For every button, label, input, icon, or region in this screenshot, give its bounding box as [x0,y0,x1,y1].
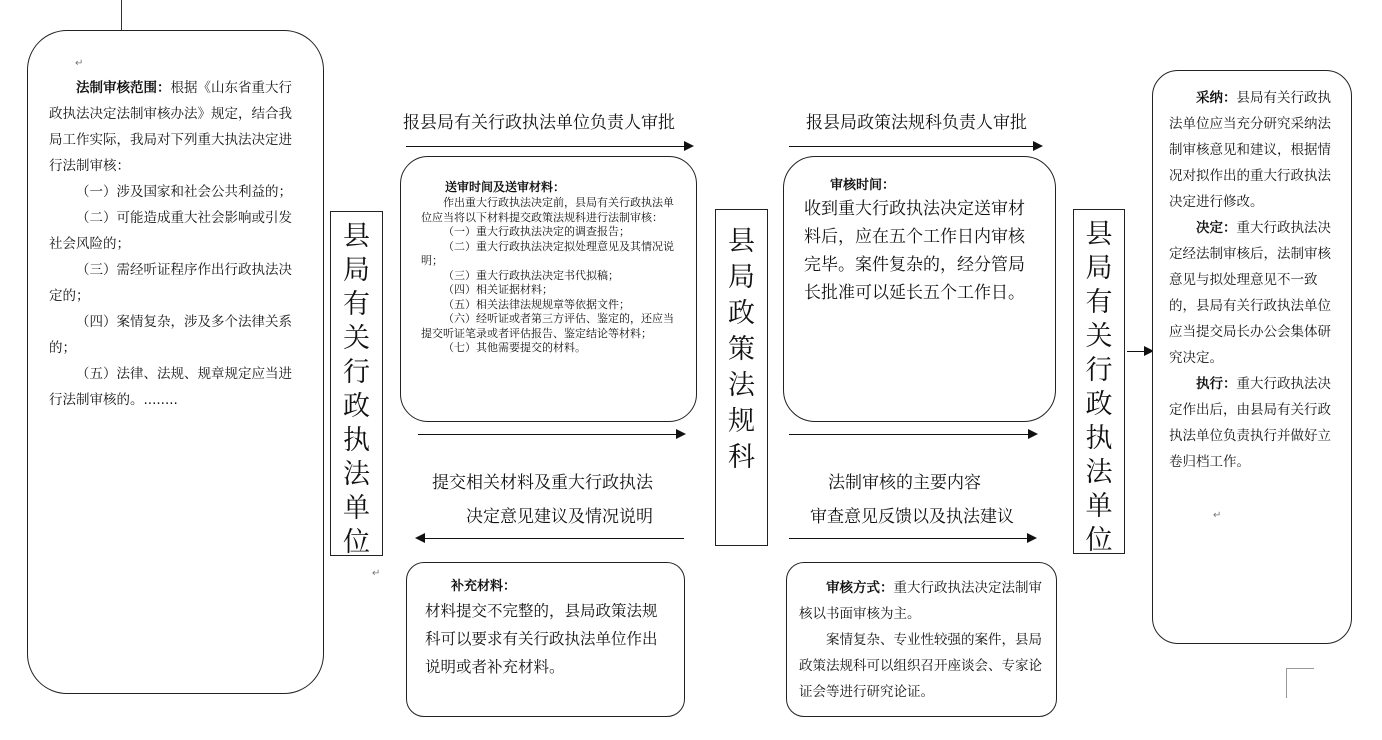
unit-right-box [1073,209,1125,554]
unit-left-char: 局 [343,255,370,286]
arrow-top-left [406,146,692,147]
review-time-title: 审核时间： [830,178,896,193]
arrow-low-right [789,538,1035,539]
unit-center-char: 法 [728,370,755,401]
outcome-adopt-title: 采纳： [1196,90,1237,106]
unit-left-char: 关 [343,323,370,354]
unit-left-char: 单 [343,493,370,524]
return-mark-left-unit: ↵ [372,568,381,579]
submit-intro: 作出重大行政执法决定前，县局有关行政执法单位应当将以下材料提交政策法规科进行法制审核： [421,196,674,224]
unit-left-char: 法 [343,459,370,490]
unit-center-box [715,209,768,546]
label-top-left: 报县局有关行政执法单位负责人审批 [403,113,675,133]
review-method-para-1 [799,575,1046,627]
submit-item-7: （七）其他需要提交的材料。 [443,341,586,354]
arrow-top-right [789,146,1041,147]
label-top-right: 报县局政策法规科负责人审批 [806,113,1027,133]
review-method-box [786,562,1057,717]
scope-intro-para [49,75,305,179]
submit-item-6: （六）经听证或者第三方评估、鉴定的，还应当提交听证笔录或者评估报告、鉴定结论等材料； [421,312,674,340]
unit-right-char: 单 [1085,491,1113,522]
submit-item-2: （二）重大行政执法决定拟处理意见及其情况说明； [421,239,674,267]
submit-content [421,179,682,356]
unit-right-char: 法 [1085,457,1113,488]
scope-box [27,30,324,694]
unit-right-char: 位 [1085,525,1113,556]
scope-item-3: （三）需经听证程序作出行政执法决定的； [49,262,292,304]
scope-content [49,75,305,413]
unit-center-char: 科 [728,442,755,473]
outcome-box [1152,70,1352,644]
unit-right-char: 行 [1085,355,1113,386]
outcome-decide [1169,215,1341,371]
label-bottom-left-1: 提交相关材料及重大行政执法 [432,473,653,493]
unit-right-char: 局 [1085,253,1113,284]
label-bottom-right-1: 法制审核的主要内容 [828,473,981,493]
submit-item-3: （三）重大行政执法决定书代拟稿； [443,268,619,282]
review-time-body: 收到重大行政执法决定送审材料后，应在五个工作日内审核完毕。案件复杂的，经分管局长批准可以延长五个工作日。 [804,199,1025,303]
arrow-mid-right [789,434,1036,435]
unit-center-char: 规 [728,406,755,437]
review-method-body-2: 案情复杂、专业性较强的案件，县局政策法规科可以组织召开座谈会、专家论证会等进行研究论证。 [799,632,1042,700]
scope-intro: 根据《山东省重大行政执法决定法制审核办法》规定，结合我局工作实际，我局对下列重大执法决定进行法制审核： [49,80,292,174]
return-mark-outcome: ↵ [1213,510,1222,521]
outcome-adopt [1169,85,1341,215]
unit-right-char: 关 [1085,321,1113,352]
unit-left-char: 有 [343,289,370,320]
submit-item-5: （五）相关法律法规规章等依据文件； [443,297,630,311]
unit-left-char: 县 [343,221,370,252]
unit-left-char: 执 [343,425,370,456]
arrow-mid-left [418,434,684,435]
unit-left-char: 位 [343,527,370,558]
submit-item-4: （四）相关证据材料； [443,283,553,296]
outcome-content [1169,85,1341,475]
submit-title: 送审时间及送审材料： [445,180,566,194]
outcome-decide-body: 重大行政执法决定经法制审核后，法制审核意见与拟处理意见不一致的，县局有关行政执法单位应当提交局长办公会集体研究决定。 [1169,220,1331,366]
outcome-exec-body: 重大行政执法决定作出后，由县局有关行政执法单位负责执行并做好立卷归档工作。 [1169,376,1331,470]
unit-center-char: 局 [728,262,755,293]
unit-right-char: 有 [1085,287,1113,318]
outcome-adopt-body: 县局有关行政执法单位应当充分研究采纳法制审核意见和建议，根据情况对拟作出的重大行政执法决定进行修改。 [1169,90,1331,210]
unit-left-char: 政 [343,391,370,422]
unit-right-char: 县 [1085,219,1113,250]
review-method-title: 审核方式： [826,580,894,596]
review-time-box [783,156,1056,422]
unit-center-char: 政 [728,298,755,329]
unit-left-box [330,211,383,556]
scope-item-2: （二）可能造成重大社会影响或引发社会风险的； [49,210,292,252]
submit-box [400,156,697,422]
scope-title: 法制审核范围： [76,80,171,96]
label-bottom-left-2: 决定意见建议及情况说明 [466,507,653,527]
scope-item-5: （五）法律、法规、规章规定应当进行法制审核的。........ [49,366,292,408]
outcome-exec-title: 执行： [1196,376,1237,392]
unit-left-char: 行 [343,357,370,388]
supplement-title: 补充材料： [451,579,517,594]
scope-item-4: （四）案情复杂，涉及多个法律关系的； [49,314,292,356]
supplement-box [406,562,685,717]
outcome-decide-title: 决定： [1196,220,1237,236]
scope-item-1: （一）涉及国家和社会公共利益的； [76,184,292,200]
review-method-content [799,575,1046,705]
submit-item-1: （一）重大行政执法决定的调查报告； [443,225,630,238]
supplement-body: 材料提交不完整的，县局政策法规科可以要求有关行政执法单位作出说明或者补充材料。 [425,602,658,676]
unit-right-char: 执 [1085,423,1113,454]
return-mark-scope: ↵ [75,58,84,69]
page-corner-mark [1286,668,1314,698]
review-method-body-1: 重大行政执法决定法制审核以书面审核为主。 [799,580,1042,622]
label-bottom-right-2: 审查意见反馈以及执法建议 [810,507,1014,527]
unit-center-char: 策 [728,334,755,365]
unit-center-char: 县 [728,226,755,257]
outcome-exec [1169,371,1341,475]
unit-right-char: 政 [1085,389,1113,420]
arrow-back-left [417,538,684,539]
arrow-to-outcome [1127,351,1152,352]
